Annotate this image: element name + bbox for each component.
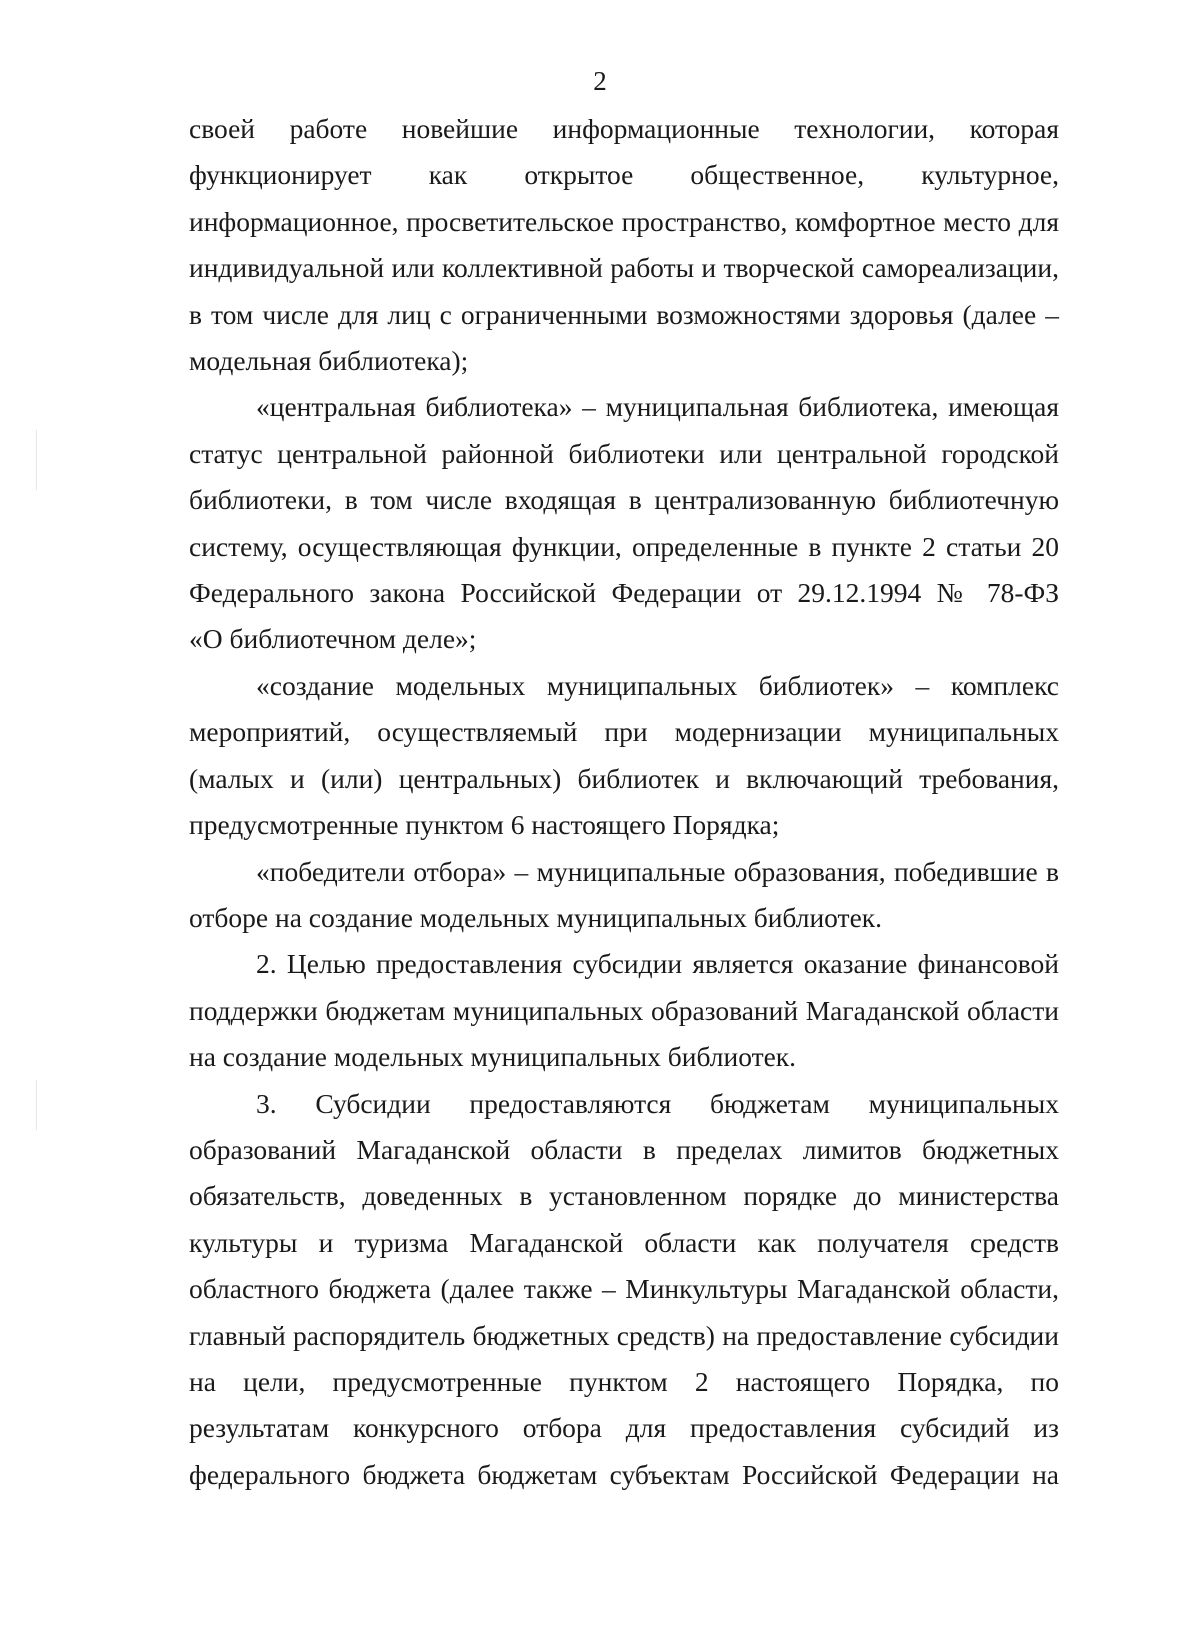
text-line: «создание модельных муниципальных библиотек» – комплекс [256,669,1059,701]
paragraph-p1 [189,106,1059,384]
text-line: «О библиотечном деле»; [189,623,477,655]
text-line: в том числе для лиц с ограниченными возможностями здоровья (далее – [189,298,1059,330]
text-line: результатам конкурсного отбора для предоставления субсидий из [189,1412,1059,1444]
paragraph-p2 [189,384,1059,662]
paragraph-p3 [189,663,1059,849]
scan-edge-mark [36,1080,37,1130]
text-line: систему, осуществляющая функции, определенные в пункте 2 статьи 20 [189,530,1059,562]
text-line: мероприятий, осуществляемый при модернизации муниципальных [189,716,1059,748]
text-line: на цели, предусмотренные пунктом 2 настоящего Порядка, по [189,1365,1059,1397]
paragraph-p5 [189,941,1059,1080]
text-line: Федерального закона Российской Федерации от 29.12.1994 № 78-ФЗ [189,577,1059,609]
text-line: образований Магаданской области в пределах лимитов бюджетных [189,1133,1059,1165]
text-line: своей работе новейшие информационные технологии, которая [189,113,1059,144]
text-line: 3. Субсидии предоставляются бюджетам муниципальных [256,1087,1059,1119]
text-line: (малых и (или) центральных) библиотек и включающий требования, [189,762,1059,794]
text-line: предусмотренные пунктом 6 настоящего Порядка; [189,809,780,841]
text-line: 2. Целью предоставления субсидии является оказание финансовой [256,948,1059,980]
text-line: поддержки бюджетам муниципальных образований Магаданской области [189,994,1059,1026]
text-line: «центральная библиотека» – муниципальная библиотека, имеющая [256,391,1059,423]
document-body [189,106,1059,1498]
text-line: информационное, просветительское пространство, комфортное место для [189,205,1059,237]
paragraph-p4 [189,849,1059,942]
text-line: областного бюджета (далее также – Минкультуры Магаданской области, [189,1273,1059,1305]
text-line: библиотеки, в том числе входящая в централизованную библиотечную [189,484,1059,516]
text-line: главный распорядитель бюджетных средств) на предоставление субсидии [189,1319,1059,1351]
text-line: на создание модельных муниципальных библиотек. [189,1041,797,1073]
text-line: обязательств, доведенных в установленном порядке до министерства [189,1180,1059,1212]
page-number: 2 [593,66,607,96]
text-line: функционирует как открытое общественное, культурное, [189,159,1059,191]
scan-edge-mark [36,430,37,490]
paragraph-p6 [189,1081,1059,1499]
text-line: федерального бюджета бюджетам субъектам Российской Федерации на [189,1458,1059,1490]
text-line: отборе на создание модельных муниципальных библиотек. [189,901,883,933]
text-line: «победители отбора» – муниципальные образования, победившие в [256,855,1059,887]
text-line: культуры и туризма Магаданской области как получателя средств [189,1226,1059,1258]
text-line: статус центральной районной библиотеки или центральной городской [189,437,1059,469]
text-line: индивидуальной или коллективной работы и творческой самореализации, [189,252,1059,284]
text-line: модельная библиотека); [189,345,469,377]
